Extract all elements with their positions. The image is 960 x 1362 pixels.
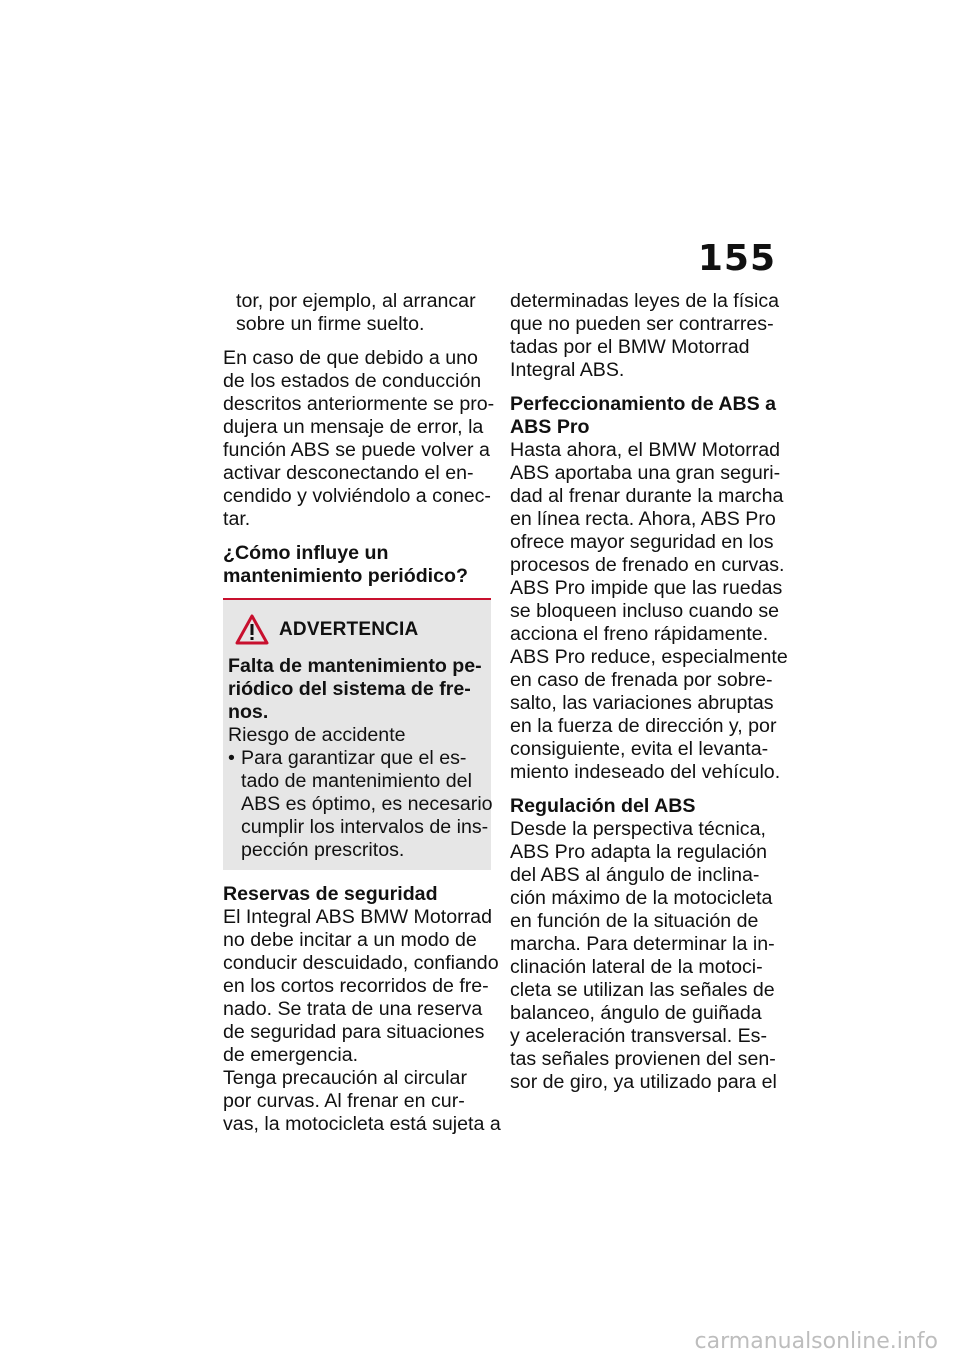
text-line: tadas por el BMW Motorrad: [510, 336, 750, 358]
text-line: Para garantizar que el es-: [241, 747, 467, 769]
text-line: de seguridad para situaciones: [223, 1021, 485, 1043]
text-line: se bloqueen incluso cuando se: [510, 600, 780, 622]
warning-bullet: [228, 747, 491, 862]
text-line: vas, la motocicleta está sujeta a: [223, 1113, 501, 1135]
abs-pro-section: [510, 393, 788, 784]
reserve-heading: Reservas de seguridad: [223, 883, 438, 905]
text-line: tas señales provienen del sen-: [510, 1048, 776, 1070]
reserve-section: [223, 883, 501, 1136]
right-column: [510, 290, 788, 1105]
text-line: ción máximo de la motocicleta: [510, 887, 773, 909]
warning-risk: Riesgo de accidente: [228, 724, 406, 746]
text-line: en los cortos recorridos de fre-: [223, 975, 489, 997]
text-line: en función de la situación de: [510, 910, 759, 932]
text-line: miento indeseado del vehículo.: [510, 761, 781, 783]
warning-triangle-icon: [235, 614, 269, 645]
text-line: en la fuerza de dirección y, por: [510, 715, 777, 737]
text-line: Hasta ahora, el BMW Motorrad: [510, 439, 781, 461]
text-line: ofrece mayor seguridad en los: [510, 531, 774, 553]
text-line: tar.: [223, 508, 251, 530]
text-line: riódico del sistema de fre-: [228, 678, 471, 700]
text-line: conducir descuidado, confiando: [223, 952, 499, 974]
text-line: Desde la perspectiva técnica,: [510, 818, 766, 840]
text-line: no debe incitar a un modo de: [223, 929, 477, 951]
text-line: pección prescritos.: [241, 839, 405, 861]
page-number: 155: [697, 238, 776, 279]
text-line: ABS Pro reduce, especialmente: [510, 646, 788, 668]
text-line: sobre un firme suelto.: [236, 313, 425, 335]
text-line: ABS Pro: [510, 416, 590, 438]
text-line: de emergencia.: [223, 1044, 359, 1066]
text-line: sor de giro, ya utilizado para el: [510, 1071, 777, 1093]
text-line: mantenimiento periódico?: [223, 565, 468, 587]
text-line: consiguiente, evita el levanta-: [510, 738, 769, 760]
text-line: del ABS al ángulo de inclina-: [510, 864, 760, 886]
abs-regulation-section: [510, 795, 780, 1094]
physics-paragraph: [510, 290, 780, 382]
text-line: ABS aportaba una gran seguri-: [510, 462, 781, 484]
text-line: que no pueden ser contrarres-: [510, 313, 774, 335]
text-line: en línea recta. Ahora, ABS Pro: [510, 508, 776, 530]
warning-subtitle: [228, 655, 491, 724]
text-line: descritos anteriormente se pro-: [223, 393, 495, 415]
warning-title: ADVERTENCIA: [235, 614, 491, 645]
text-line: de los estados de conducción: [223, 370, 482, 392]
text-line: Tenga precaución al circular: [223, 1067, 467, 1089]
text-line: salto, las variaciones abruptas: [510, 692, 774, 714]
text-line: Falta de mantenimiento pe-: [228, 655, 482, 677]
text-line: determinadas leyes de la física: [510, 290, 780, 312]
text-line: nos.: [228, 701, 269, 723]
error-paragraph: [223, 347, 493, 531]
text-line: marcha. Para determinar la in-: [510, 933, 775, 955]
text-line: tor, por ejemplo, al arrancar: [236, 290, 476, 312]
text-line: El Integral ABS BMW Motorrad: [223, 906, 492, 928]
text-line: nado. Se trata de una reserva: [223, 998, 483, 1020]
text-line: En caso de que debido a uno: [223, 347, 478, 369]
abs-regulation-heading: Regulación del ABS: [510, 795, 696, 817]
text-line: ABS Pro impide que las ruedas: [510, 577, 783, 599]
bullet-icon: •: [228, 747, 235, 769]
text-line: acciona el freno rápidamente.: [510, 623, 769, 645]
text-line: tado de mantenimiento del: [241, 770, 472, 792]
abs-pro-heading: Perfeccionamiento de ABS a: [510, 393, 777, 415]
footer-watermark: carmanualsonline.info: [694, 1329, 938, 1354]
text-line: cumplir los intervalos de ins-: [241, 816, 489, 838]
text-line: dad al frenar durante la marcha: [510, 485, 784, 507]
text-line: procesos de frenado en curvas.: [510, 554, 785, 576]
text-line: dujera un mensaje de error, la: [223, 416, 484, 438]
maintenance-heading: [223, 542, 493, 588]
left-column: [223, 290, 501, 1147]
text-line: ABS Pro adapta la regulación: [510, 841, 768, 863]
text-line: función ABS se puede volver a: [223, 439, 490, 461]
text-line: por curvas. Al frenar en cur-: [223, 1090, 465, 1112]
text-line: cleta se utilizan las señales de: [510, 979, 775, 1001]
text-line: ABS es óptimo, es necesario: [241, 793, 493, 815]
text-line: y aceleración transversal. Es-: [510, 1025, 767, 1047]
intro-paragraph: [223, 290, 493, 336]
text-line: cendido y volviéndolo a conec-: [223, 485, 491, 507]
text-line: en caso de frenada por sobre-: [510, 669, 773, 691]
warning-box: [223, 600, 491, 870]
text-line: activar desconectando el en-: [223, 462, 474, 484]
text-line: Integral ABS.: [510, 359, 625, 381]
text-line: ¿Cómo influye un: [223, 542, 389, 564]
text-line: balanceo, ángulo de guiñada: [510, 1002, 762, 1024]
text-line: clinación lateral de la motoci-: [510, 956, 763, 978]
